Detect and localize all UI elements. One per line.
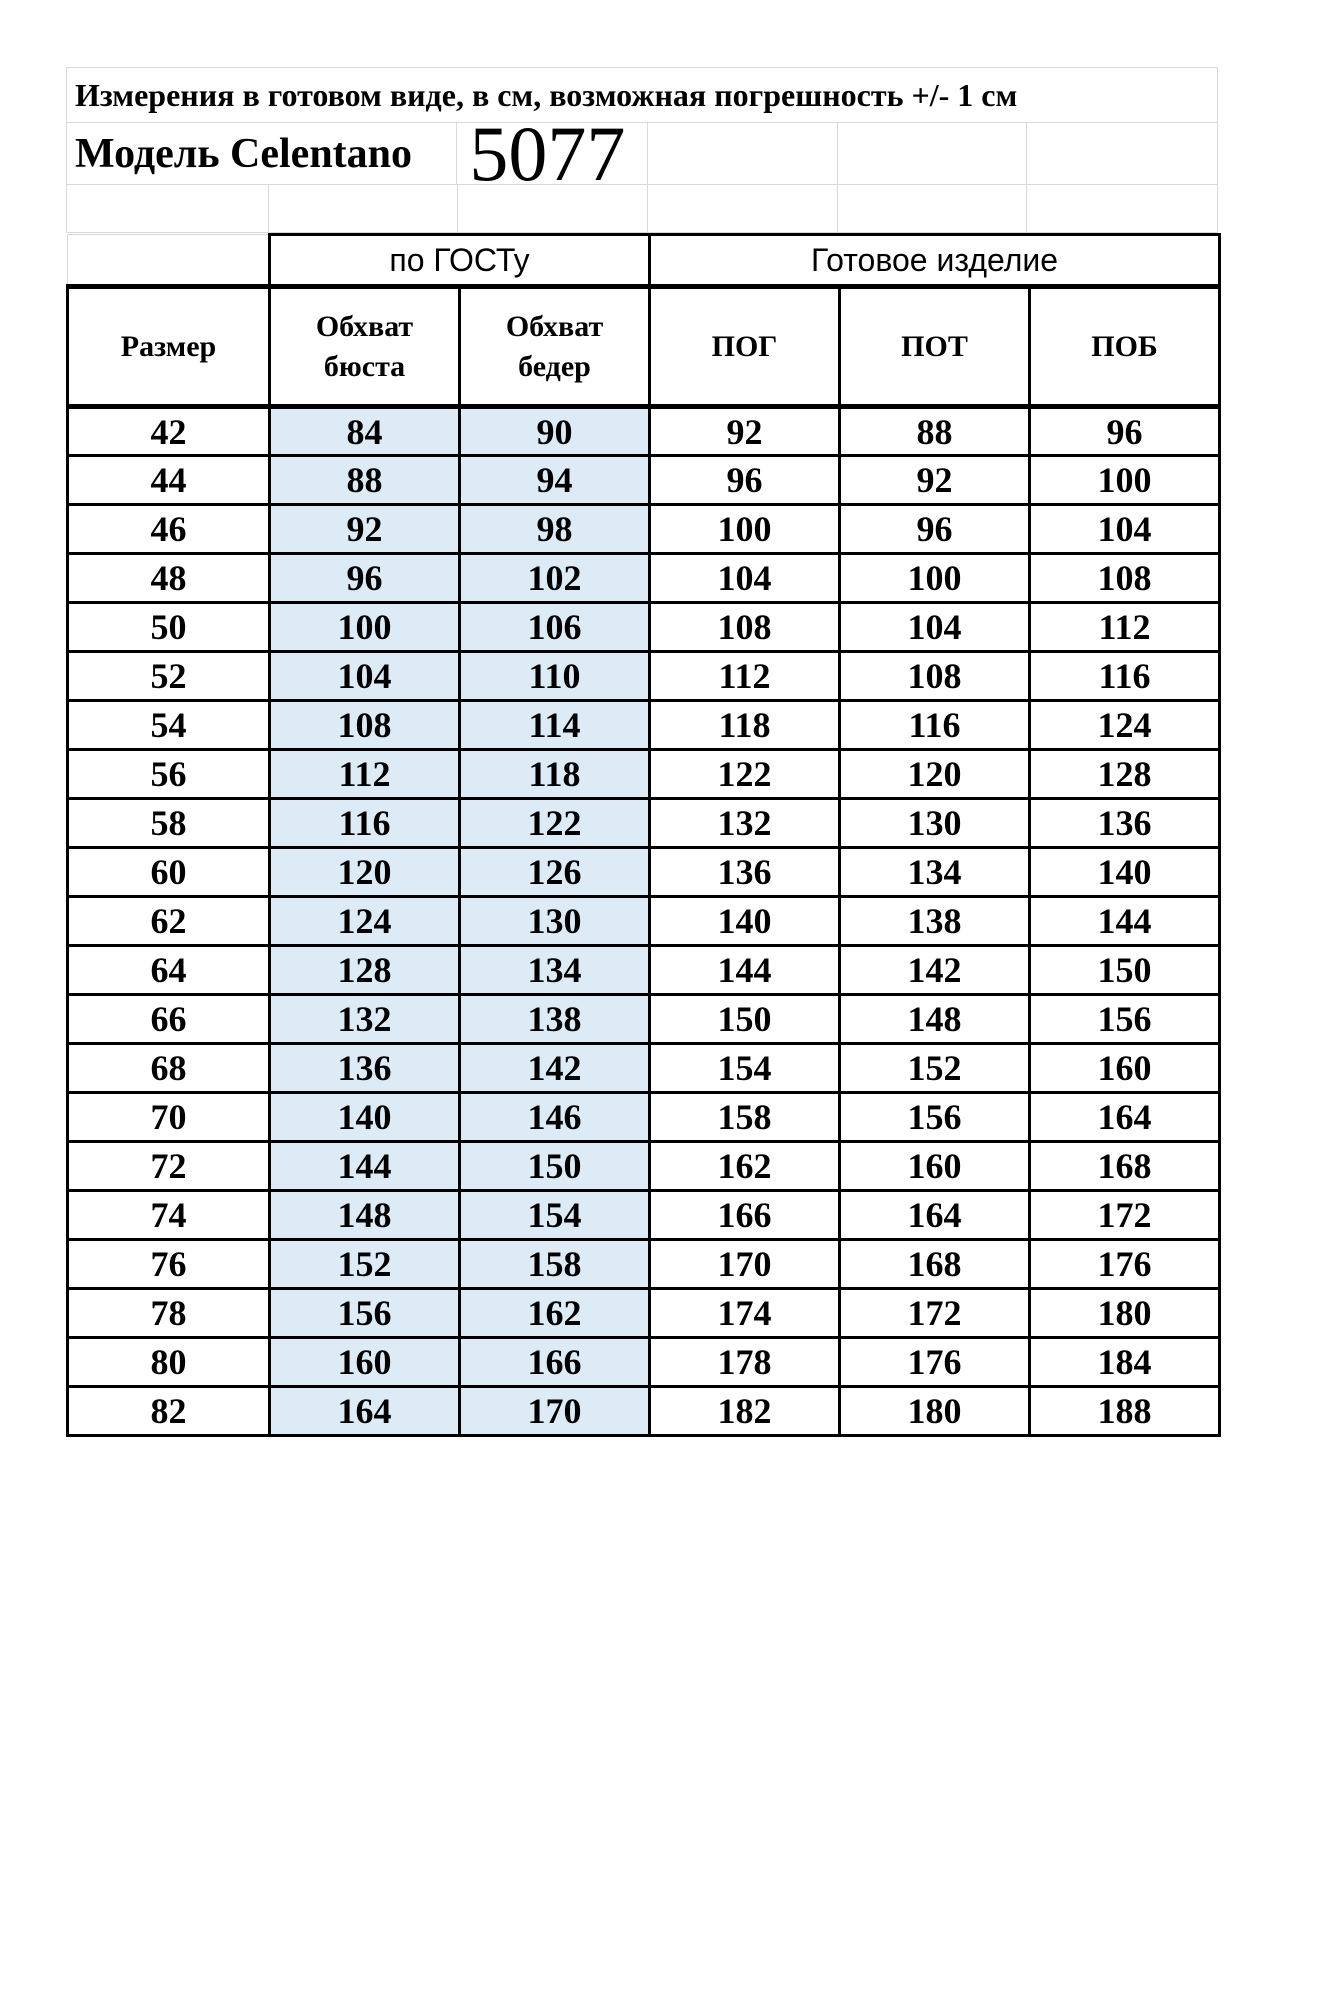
value-cell: 170 — [650, 1240, 840, 1289]
value-cell: 158 — [650, 1093, 840, 1142]
empty-cell — [1027, 185, 1217, 232]
size-cell: 50 — [68, 603, 270, 652]
value-cell: 130 — [840, 799, 1030, 848]
table-row — [68, 603, 1220, 652]
table-row — [68, 897, 1220, 946]
size-cell: 42 — [68, 407, 270, 456]
value-cell: 172 — [840, 1289, 1030, 1338]
value-cell: 142 — [840, 946, 1030, 995]
value-cell: 156 — [840, 1093, 1030, 1142]
value-cell: 148 — [840, 995, 1030, 1044]
table-row — [68, 554, 1220, 603]
value-cell: 96 — [650, 456, 840, 505]
value-cell: 94 — [460, 456, 650, 505]
value-cell: 104 — [840, 603, 1030, 652]
size-cell: 78 — [68, 1289, 270, 1338]
empty-cell — [648, 123, 838, 184]
value-cell: 100 — [270, 603, 460, 652]
value-cell: 90 — [460, 407, 650, 456]
empty-grid-row — [66, 185, 1218, 233]
empty-cell — [838, 185, 1028, 232]
col-header-hips: Обхват бедер — [460, 287, 650, 407]
size-cell: 46 — [68, 505, 270, 554]
size-cell: 62 — [68, 897, 270, 946]
value-cell: 178 — [650, 1338, 840, 1387]
value-cell: 100 — [650, 505, 840, 554]
table-row — [68, 456, 1220, 505]
value-cell: 108 — [270, 701, 460, 750]
size-cell: 56 — [68, 750, 270, 799]
table-row — [68, 701, 1220, 750]
empty-cell — [1027, 123, 1217, 184]
value-cell: 92 — [840, 456, 1030, 505]
table-row — [68, 1289, 1220, 1338]
table-row — [68, 652, 1220, 701]
value-cell: 114 — [460, 701, 650, 750]
value-cell: 122 — [460, 799, 650, 848]
value-cell: 96 — [270, 554, 460, 603]
value-cell: 144 — [650, 946, 840, 995]
value-cell: 180 — [1030, 1289, 1220, 1338]
value-cell: 108 — [650, 603, 840, 652]
value-cell: 168 — [1030, 1142, 1220, 1191]
value-cell: 118 — [650, 701, 840, 750]
value-cell: 146 — [460, 1093, 650, 1142]
model-label-cell — [67, 123, 457, 184]
table-row — [68, 407, 1220, 456]
col-header-pob: ПОБ — [1030, 287, 1220, 407]
value-cell: 134 — [460, 946, 650, 995]
value-cell: 132 — [650, 799, 840, 848]
value-cell: 102 — [460, 554, 650, 603]
page-title: Измерения в готовом виде, в см, возможная погрешность +/- 1 см — [75, 76, 1018, 113]
column-header-row — [68, 287, 1220, 407]
size-cell: 72 — [68, 1142, 270, 1191]
size-cell: 60 — [68, 848, 270, 897]
value-cell: 148 — [270, 1191, 460, 1240]
value-cell: 152 — [270, 1240, 460, 1289]
value-cell: 144 — [270, 1142, 460, 1191]
value-cell: 110 — [460, 652, 650, 701]
value-cell: 136 — [650, 848, 840, 897]
value-cell: 84 — [270, 407, 460, 456]
size-cell: 80 — [68, 1338, 270, 1387]
value-cell: 100 — [1030, 456, 1220, 505]
group-header-gost: по ГОСТу — [270, 235, 650, 287]
value-cell: 164 — [840, 1191, 1030, 1240]
value-cell: 152 — [840, 1044, 1030, 1093]
size-table — [66, 233, 1221, 1437]
table-row — [68, 1093, 1220, 1142]
value-cell: 168 — [840, 1240, 1030, 1289]
value-cell: 150 — [1030, 946, 1220, 995]
empty-cell — [648, 185, 838, 232]
size-cell: 52 — [68, 652, 270, 701]
value-cell: 140 — [1030, 848, 1220, 897]
empty-corner-cell — [68, 235, 270, 287]
value-cell: 172 — [1030, 1191, 1220, 1240]
table-row — [68, 1044, 1220, 1093]
value-cell: 136 — [1030, 799, 1220, 848]
value-cell: 166 — [460, 1338, 650, 1387]
empty-cell — [67, 185, 269, 232]
size-cell: 54 — [68, 701, 270, 750]
value-cell: 144 — [1030, 897, 1220, 946]
value-cell: 112 — [1030, 603, 1220, 652]
value-cell: 104 — [270, 652, 460, 701]
table-row — [68, 799, 1220, 848]
value-cell: 116 — [1030, 652, 1220, 701]
value-cell: 128 — [1030, 750, 1220, 799]
group-header-row — [68, 235, 1220, 287]
value-cell: 112 — [270, 750, 460, 799]
col-header-size: Размер — [68, 287, 270, 407]
spreadsheet-area — [66, 67, 1218, 1437]
table-row — [68, 505, 1220, 554]
value-cell: 162 — [460, 1289, 650, 1338]
value-cell: 116 — [840, 701, 1030, 750]
table-row — [68, 1142, 1220, 1191]
value-cell: 88 — [840, 407, 1030, 456]
value-cell: 118 — [460, 750, 650, 799]
value-cell: 158 — [460, 1240, 650, 1289]
value-cell: 92 — [650, 407, 840, 456]
value-cell: 98 — [460, 505, 650, 554]
value-cell: 160 — [1030, 1044, 1220, 1093]
value-cell: 130 — [460, 897, 650, 946]
value-cell: 122 — [650, 750, 840, 799]
size-cell: 64 — [68, 946, 270, 995]
value-cell: 176 — [840, 1338, 1030, 1387]
size-cell: 48 — [68, 554, 270, 603]
value-cell: 96 — [840, 505, 1030, 554]
value-cell: 160 — [840, 1142, 1030, 1191]
value-cell: 134 — [840, 848, 1030, 897]
model-number: 5077 — [469, 109, 626, 197]
value-cell: 120 — [270, 848, 460, 897]
value-cell: 104 — [1030, 505, 1220, 554]
size-table-body — [68, 407, 1220, 1436]
value-cell: 108 — [840, 652, 1030, 701]
col-header-pot: ПОТ — [840, 287, 1030, 407]
value-cell: 126 — [460, 848, 650, 897]
value-cell: 132 — [270, 995, 460, 1044]
table-row — [68, 750, 1220, 799]
value-cell: 150 — [650, 995, 840, 1044]
value-cell: 156 — [1030, 995, 1220, 1044]
size-cell: 66 — [68, 995, 270, 1044]
table-row — [68, 848, 1220, 897]
value-cell: 154 — [460, 1191, 650, 1240]
value-cell: 162 — [650, 1142, 840, 1191]
value-cell: 188 — [1030, 1387, 1220, 1436]
value-cell: 164 — [1030, 1093, 1220, 1142]
value-cell: 96 — [1030, 407, 1220, 456]
value-cell: 88 — [270, 456, 460, 505]
model-label: Модель Celentano — [75, 130, 413, 177]
value-cell: 156 — [270, 1289, 460, 1338]
size-cell: 70 — [68, 1093, 270, 1142]
table-row — [68, 946, 1220, 995]
size-cell: 74 — [68, 1191, 270, 1240]
table-row — [68, 1338, 1220, 1387]
table-row — [68, 1191, 1220, 1240]
value-cell: 174 — [650, 1289, 840, 1338]
model-row — [66, 109, 1218, 197]
col-header-bust: Обхват бюста — [270, 287, 460, 407]
size-cell: 58 — [68, 799, 270, 848]
value-cell: 116 — [270, 799, 460, 848]
value-cell: 182 — [650, 1387, 840, 1436]
size-cell: 76 — [68, 1240, 270, 1289]
title-row — [66, 67, 1218, 123]
value-cell: 124 — [1030, 701, 1220, 750]
value-cell: 142 — [460, 1044, 650, 1093]
value-cell: 164 — [270, 1387, 460, 1436]
value-cell: 170 — [460, 1387, 650, 1436]
value-cell: 150 — [460, 1142, 650, 1191]
value-cell: 176 — [1030, 1240, 1220, 1289]
table-row — [68, 995, 1220, 1044]
model-number-cell — [457, 109, 648, 197]
value-cell: 138 — [840, 897, 1030, 946]
value-cell: 136 — [270, 1044, 460, 1093]
table-row — [68, 1387, 1220, 1436]
value-cell: 140 — [270, 1093, 460, 1142]
value-cell: 160 — [270, 1338, 460, 1387]
value-cell: 154 — [650, 1044, 840, 1093]
value-cell: 108 — [1030, 554, 1220, 603]
size-cell: 44 — [68, 456, 270, 505]
value-cell: 180 — [840, 1387, 1030, 1436]
value-cell: 104 — [650, 554, 840, 603]
col-header-pog: ПОГ — [650, 287, 840, 407]
empty-cell — [269, 185, 459, 232]
value-cell: 112 — [650, 652, 840, 701]
group-header-finished: Готовое изделие — [650, 235, 1220, 287]
value-cell: 138 — [460, 995, 650, 1044]
size-cell: 82 — [68, 1387, 270, 1436]
table-row — [68, 1240, 1220, 1289]
empty-cell — [838, 123, 1028, 184]
value-cell: 128 — [270, 946, 460, 995]
value-cell: 184 — [1030, 1338, 1220, 1387]
value-cell: 140 — [650, 897, 840, 946]
value-cell: 120 — [840, 750, 1030, 799]
value-cell: 100 — [840, 554, 1030, 603]
value-cell: 106 — [460, 603, 650, 652]
size-cell: 68 — [68, 1044, 270, 1093]
value-cell: 92 — [270, 505, 460, 554]
value-cell: 166 — [650, 1191, 840, 1240]
empty-cell — [458, 185, 648, 232]
value-cell: 124 — [270, 897, 460, 946]
